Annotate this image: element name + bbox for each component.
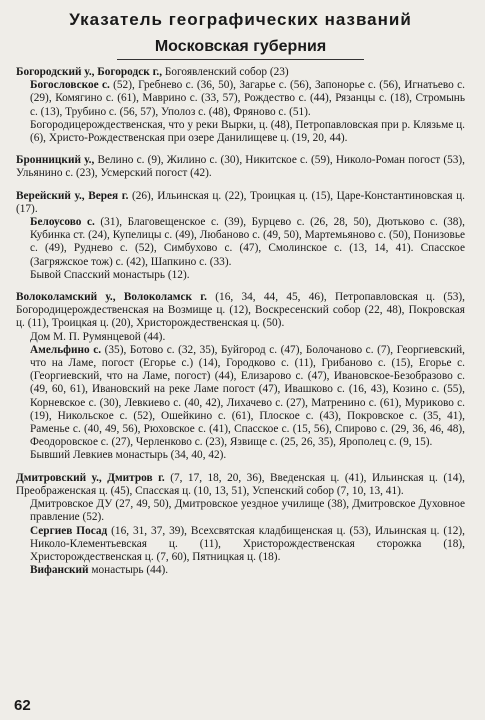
index-entry — [16, 291, 465, 463]
entry-subparagraph — [16, 449, 465, 462]
subentry-text: (35), Ботово с. (32, 35), Буйгород с. (47), Болочаново с. (7), Георгиевский, что на Ламе, погост (Егорье с.) (14), Городково с. (11), Грибаново с. (15), Егорье с. (Георгиевский, что на Ламе, погост) (44), Елизарово с. (47), Ивановское-Безобразово с. (49, 60, 61), Ивановский на реке Ламе погост (47), Ивашково с. (16, 43), Козино с. (55), Корневское с. (30), Левкиево с. (40, 42), Лихачево с. (27), Матренино с. (61), Мурикoво с. (19), Никольское с. (52), Ошейкино с. (61), Плоское с. (43), Покровское с. (35, 41), Раменье с. (40, 49, 56), Рюховское с. (41), Спасское с. (15, 56), Спирово с. (29, 36, 46, 48), Феодоровское с. (27), Черленково с. (23), Язвище с. (25, 26, 35), Ярополец с. (9, 15). — [30, 343, 466, 449]
entry-subparagraph — [16, 498, 465, 524]
subentry-text: Бывой Спасский монастырь (12). — [30, 268, 190, 281]
entry-text: (26), Ильинская ц. (22), Троицкая ц. (15), Царе-Константиновская ц. (17). — [16, 189, 465, 215]
page-number: 62 — [14, 697, 31, 714]
subentry-text: Дом М. П. Румянцевой (44). — [30, 330, 166, 343]
entry-main-line — [16, 66, 465, 79]
index-entry — [16, 190, 465, 282]
entry-heading: Богородский у., Богородск г., — [16, 66, 163, 78]
entry-subparagraph — [16, 564, 465, 577]
entry-subparagraph — [16, 344, 465, 450]
subentry-text: Богородицерождественская, что у реки Вырки, ц. (48), Петропавловская при р. Клязьме ц. (6), Христо-Рождественская при озере Данилищеве ц. (19, 20, 44). — [30, 118, 465, 145]
entry-subparagraph — [16, 216, 465, 269]
subentry-text: (31), Благовещенское с. (39), Бурцево с. (26, 28, 50), Дютьково с. (38), Кубинка ст. (24), Купелицы с. (49), Любаново с. (49, 50), Мартемьяново с. (50), Понизовье с. (49), Руднево с. (52), Симбухово с. (47), Смолинское с. (13, 14, 41). Спасское (Загряжское тож) с. (42), Шапкино с. (33). — [30, 216, 465, 268]
entry-main-line — [16, 291, 465, 331]
entry-main-line — [16, 154, 465, 180]
subentry-heading: Вифанский — [30, 564, 89, 577]
entry-list — [16, 66, 465, 577]
entry-text: (7, 17, 18, 20, 36), Введенская ц. (41), Ильинская ц. (14), Преображенская ц. (45), Спасская ц. (10, 13, 51), Успенский собор (7, 10, 13, 41). — [16, 471, 465, 497]
entry-heading: Волоколамский у., Волоколамск г. — [16, 291, 207, 304]
subentry-heading: Белоусово с. — [30, 216, 95, 229]
entry-subparagraph — [16, 79, 465, 119]
entry-heading: Верейский у., Верея г. — [16, 189, 129, 202]
subentry-heading: Амельфино с. — [30, 343, 102, 356]
index-entry — [16, 66, 465, 145]
subentry-text: монастырь (44). — [88, 564, 169, 577]
entry-main-line — [16, 190, 465, 216]
entry-text: Богоявленский собор (23) — [162, 66, 289, 78]
index-entry — [16, 154, 465, 180]
page-title: Указатель географических названий — [69, 10, 412, 29]
entry-subparagraph — [16, 525, 465, 565]
subentry-text: Бывший Левкиев монастырь (34, 40, 42). — [30, 449, 227, 462]
index-entry — [16, 472, 465, 578]
subentry-text: (52), Гребнево с. (36, 50), Загарье с. (56), Запонорье с. (56), Игнатьево с. (29), Комягино с. (61), Маврино с. (33, 57), Рождество с. (44), Рязанцы с. (18), Стромынь с. (13), Трубино с. (56, 57), Уполоз с. (48), Фряново с. (51). — [30, 79, 465, 118]
subentry-text: (16, 31, 37, 39), Всехсвятская кладбищенская ц. (53), Ильинская ц. (12), Николо-Клементьевская ц. (11), Христорождественская сторожка (18), Христорождественская ц. (7, 60), Пятницкая ц. (18). — [30, 524, 465, 563]
entry-text: Велино с. (9), Жилино с. (30), Никитское с. (59), Николо-Роман погост (53), Ульянино с. (23), Усмерский погост (42). — [16, 154, 466, 180]
entry-heading: Бронницкий у., — [16, 154, 95, 167]
subentry-text: Дмитровское ДУ (27, 49, 50), Дмитровское уездное училище (38), Дмитровское Духовное правление (52). — [30, 498, 465, 524]
entry-heading: Дмитровский у., Дмитров г. — [16, 471, 165, 484]
entry-subparagraph — [16, 119, 465, 145]
entry-subparagraph — [16, 269, 465, 282]
entry-main-line — [16, 472, 465, 498]
subentry-heading: Богословское с. — [30, 79, 110, 92]
entry-subparagraph — [16, 331, 465, 344]
entry-text: (16, 34, 44, 45, 46), Петропавловская ц. (53), Богородицерождественская на Возмище ц. (12), Воскресенский собор (22, 48), Покровская ц. (11), Троицкая ц. (20), Христорождественская ц. (50). — [16, 291, 465, 330]
section-heading: Московская губерния — [117, 38, 364, 60]
subentry-heading: Сергиев Посад — [30, 524, 108, 537]
